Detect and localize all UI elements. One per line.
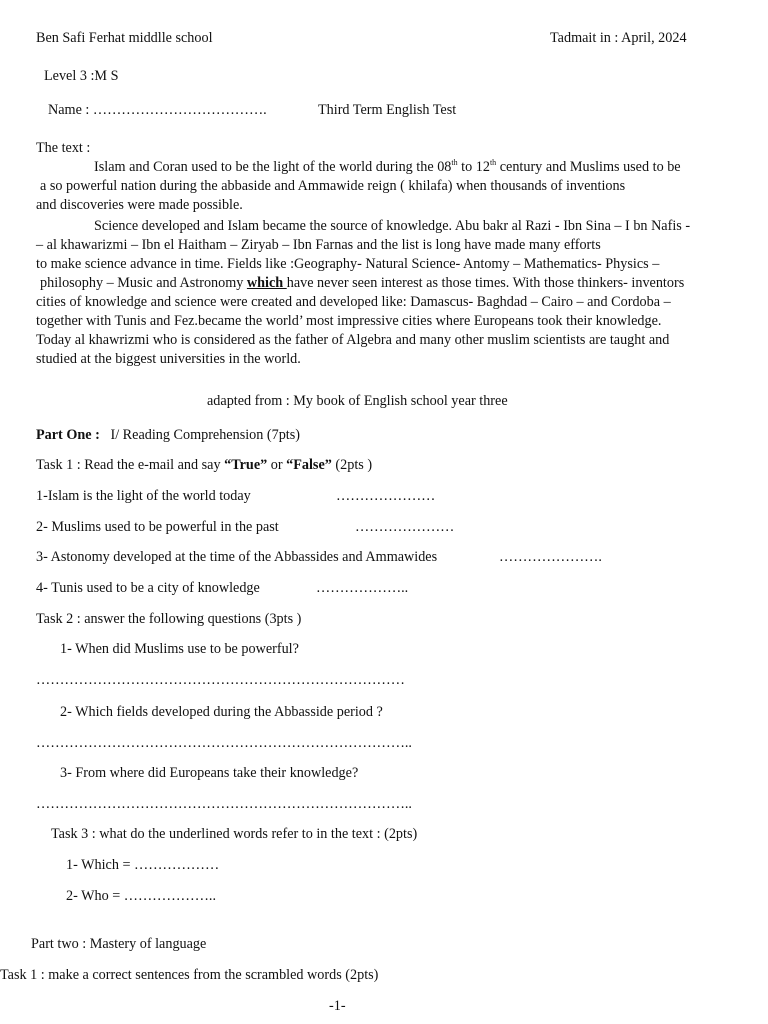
answer-blank[interactable]: ………………….	[499, 549, 602, 565]
text-line: and discoveries were made possible.	[36, 197, 243, 213]
text-line: Science developed and Islam became the source of knowledge. Abu bakr al Razi - Ibn Sina – I bn Nafis -	[94, 218, 691, 234]
task2-question: 1- When did Muslims use to be powerful?	[60, 641, 299, 657]
task1-statement: 4- Tunis used to be a city of knowledge	[36, 580, 260, 596]
text-heading: The text :	[36, 140, 91, 156]
school-name: Ben Safi Ferhat middlle school	[36, 30, 213, 46]
text-line: cities of knowledge and science were created and developed like: Damascus- Baghdad – Cairo – and Cordoba –	[36, 294, 671, 310]
task2-question: 2- Which fields developed during the Abbasside period ?	[60, 704, 383, 720]
answer-line[interactable]: ……………………………………………………………………	[36, 672, 405, 688]
task2-question: 3- From where did Europeans take their knowledge?	[60, 765, 359, 781]
answer-blank[interactable]: …………………	[336, 488, 436, 504]
task3-item[interactable]: 1- Which = ………………	[66, 857, 220, 873]
task1-statement: 2- Muslims used to be powerful in the past	[36, 519, 279, 535]
text-source: adapted from : My book of English school year three	[207, 393, 508, 409]
name-field: Name : ……………………………….	[48, 102, 267, 118]
page-number: -1-	[329, 998, 346, 1014]
task1-statement: 1-Islam is the light of the world today	[36, 488, 251, 504]
text-line: to make science advance in time. Fields like :Geography- Natural Science- Antomy – Mathematics- Physics –	[36, 256, 660, 272]
text-line: Today al khawrizmi who is considered as the father of Algebra and many other muslim scientists are taught and	[36, 332, 670, 348]
underlined-word-which: which	[246, 275, 287, 291]
text-paragraph-2	[36, 217, 752, 369]
text-paragraph-1	[36, 158, 752, 215]
task2-instruction: Task 2 : answer the following questions (3pts )	[36, 611, 302, 627]
text-line: Islam and Coran used to be the light of the world during the 08th to 12th century and Muslims used to be	[94, 158, 681, 175]
answer-line[interactable]: ……………………………………………………………………..	[36, 735, 412, 751]
part-one-heading: Part One : I/ Reading Comprehension (7pts)	[36, 427, 300, 443]
text-line: together with Tunis and Fez.became the world’ most impressive cities where Europeans took their knowledge.	[36, 313, 662, 329]
test-date: Tadmait in : April, 2024	[550, 30, 687, 46]
task3-instruction: Task 3 : what do the underlined words refer to in the text : (2pts)	[51, 826, 418, 842]
task3-item[interactable]: 2- Who = ………………..	[66, 888, 217, 904]
task1-statement: 3- Astonomy developed at the time of the Abbassides and Ammawides	[36, 549, 438, 565]
level-label: Level 3 :M S	[44, 68, 119, 84]
text-line: philosophy – Music and Astronomy which have never seen interest as those times. With those thinkers- inventors	[40, 275, 685, 291]
part-two-heading: Part two : Mastery of language	[31, 936, 207, 952]
text-line: a so powerful nation during the abbaside and Ammawide reign ( khilafa) when thousands of inventions	[40, 178, 626, 194]
answer-blank[interactable]: ………………..	[316, 580, 409, 596]
text-line: studied at the biggest universities in the world.	[36, 351, 301, 367]
answer-blank[interactable]: …………………	[355, 519, 455, 535]
text-line: – al khawarizmi – Ibn el Haitham – Ziryab – Ibn Farnas and the list is long have made many efforts	[36, 237, 601, 253]
test-title: Third Term English Test	[318, 102, 457, 118]
answer-line[interactable]: ……………………………………………………………………..	[36, 796, 412, 812]
part-two-task1: Task 1 : make a correct sentences from the scrambled words (2pts)	[0, 967, 379, 983]
task1-instruction: Task 1 : Read the e-mail and say “True” or “False” (2pts )	[36, 457, 373, 473]
